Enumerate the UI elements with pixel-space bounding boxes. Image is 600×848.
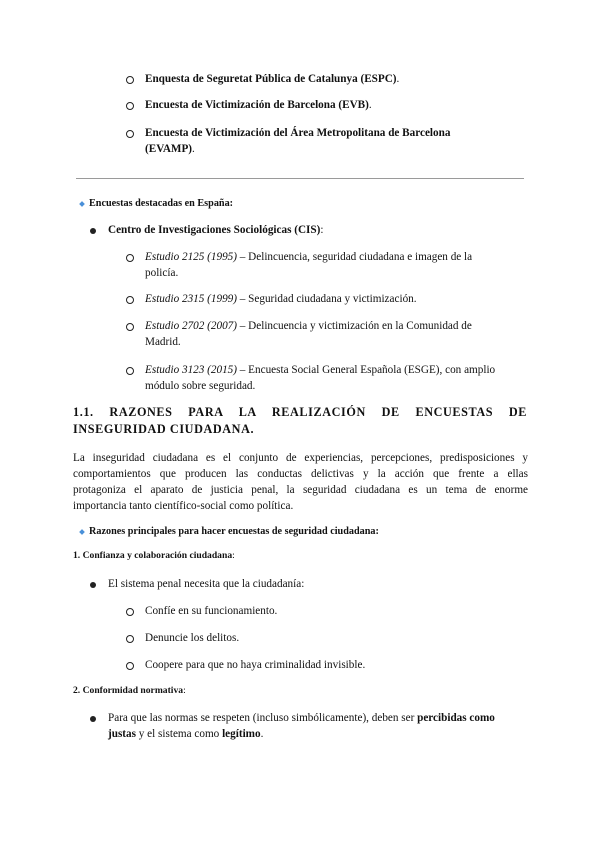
study-item-continuation: policía. [145,267,179,279]
list-bullet-circle [126,367,134,375]
list-bullet-disc [90,582,96,588]
diamond-bullet-icon [79,529,85,535]
list-item: Enquesta de Seguretat Pública de Catalunya (ESPC). [145,73,400,85]
reasons-heading: Razones principales para hacer encuestas de seguridad ciudadana: [89,526,379,537]
list-item-continuation: (EVAMP). [145,143,195,155]
reason-2-bullet: Para que las normas se respeten (incluso simbólicamente), deben ser percibidas como [108,712,495,724]
list-bullet-circle [126,296,134,304]
reason-1-bullet: El sistema penal necesita que la ciudadanía: [108,578,305,590]
list-bullet-circle [126,662,134,670]
paragraph-line: comportamientos que producen las conductas delictivas y la acción que frente a ellas [73,468,528,480]
horizontal-divider [76,178,524,179]
paragraph-line: La inseguridad ciudadana es el conjunto de experiencias, percepciones, predisposiciones y [73,452,528,464]
diamond-bullet-icon [79,201,85,207]
list-bullet-circle [126,76,134,84]
reason-2-title: 2. Conformidad normativa: [73,685,186,696]
list-bullet-circle [126,254,134,262]
paragraph-line: protagoniza el aparato de justicia penal, la seguridad ciudadana es un tema de enorme [73,484,528,496]
paragraph-line: importancia tanto científico-social como política. [73,500,294,512]
study-item-continuation: Madrid. [145,336,181,348]
list-item: Confíe en su funcionamiento. [145,605,278,617]
list-bullet-circle [126,608,134,616]
spain-heading: Encuestas destacadas en España: [89,198,234,209]
reason-1-title: 1. Confianza y colaboración ciudadana: [73,550,235,561]
list-item: Denuncie los delitos. [145,632,240,644]
list-bullet-circle [126,102,134,110]
list-bullet-disc [90,716,96,722]
list-item: Coopere para que no haya criminalidad invisible. [145,659,366,671]
list-bullet-circle [126,323,134,331]
reason-2-bullet-continuation: justas y el sistema como legítimo. [108,728,264,740]
study-item: Estudio 2125 (1995) – Delincuencia, seguridad ciudadana e imagen de la [145,251,473,263]
study-item: Estudio 2315 (1999) – Seguridad ciudadana y victimización. [145,293,417,305]
list-bullet-circle [126,635,134,643]
study-item: Estudio 3123 (2015) – Encuesta Social General Española (ESGE), con amplio [145,364,496,376]
list-item: Encuesta de Victimización de Barcelona (EVB). [145,99,372,111]
list-item: Encuesta de Victimización del Área Metropolitana de Barcelona [145,127,451,139]
list-bullet-circle [126,130,134,138]
section-title-line2: INSEGURIDAD CIUDADANA. [73,422,255,436]
list-bullet-disc [90,228,96,234]
study-item: Estudio 2702 (2007) – Delincuencia y victimización en la Comunidad de [145,320,472,332]
section-title-line1: 1.1. RAZONES PARA LA REALIZACIÓN DE ENCUESTAS DE [73,405,527,419]
cis-label: Centro de Investigaciones Sociológicas (CIS): [108,224,324,236]
study-item-continuation: módulo sobre seguridad. [145,380,256,392]
